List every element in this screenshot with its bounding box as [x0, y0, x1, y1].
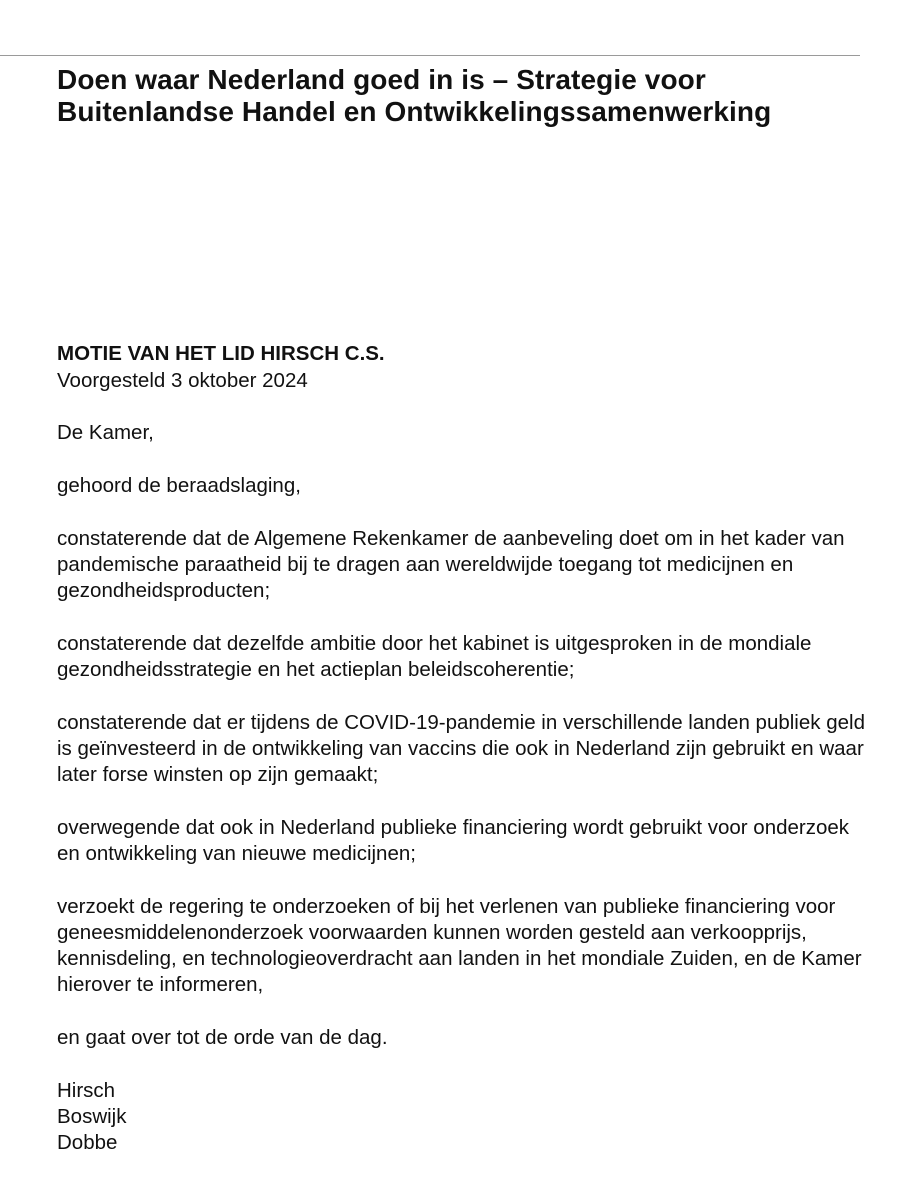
motion-heading: MOTIE VAN HET LID HIRSCH C.S.	[57, 342, 385, 365]
clause-paragraph: overwegende dat ook in Nederland publieke financiering wordt gebruikt voor onderzoek en ontwikkeling van nieuwe medicijnen;	[57, 816, 850, 865]
closing-clause: en gaat over tot de orde van de dag.	[57, 1026, 388, 1049]
top-divider	[0, 55, 860, 56]
motion-body	[57, 340, 877, 1156]
intro-clause: gehoord de beraadslaging,	[57, 474, 301, 497]
request-paragraph: verzoekt de regering te onderzoeken of bij het verlenen van publieke financiering voor geneesmiddelenonderzoek voorwaarden kunnen worden gesteld aan verkoopprijs, kennisdeling, en technologieoverdracht aan landen in het mondiale Zuiden, en de Kamer hierover te informeren,	[57, 895, 862, 996]
signatories-list	[57, 1078, 877, 1156]
clause-paragraph: constaterende dat de Algemene Rekenkamer de aanbeveling doet om in het kader van pandemische paraatheid bij te dragen aan wereldwijde toegang tot medicijnen en gezondheidsproducten;	[57, 527, 845, 602]
clause-paragraph: constaterende dat dezelfde ambitie door het kabinet is uitgesproken in de mondiale gezondheidsstrategie en het actieplan beleidscoherentie;	[57, 632, 812, 681]
signatory-name: Boswijk	[57, 1105, 127, 1128]
clause-paragraph: constaterende dat er tijdens de COVID-19-pandemie in verschillende landen publiek geld is geïnvesteerd in de ontwikkeling van vaccins die ook in Nederland zijn gebruikt en waar later forse winsten op zijn gemaakt;	[57, 711, 865, 786]
document-title: Doen waar Nederland goed in is – Strategie voor Buitenlandse Handel en Ontwikkelingssamenwerking	[57, 64, 772, 127]
signatory-name: Hirsch	[57, 1079, 116, 1102]
salutation: De Kamer,	[57, 421, 154, 444]
signatory-name: Dobbe	[57, 1131, 118, 1154]
proposed-date: Voorgesteld 3 oktober 2024	[57, 369, 308, 392]
